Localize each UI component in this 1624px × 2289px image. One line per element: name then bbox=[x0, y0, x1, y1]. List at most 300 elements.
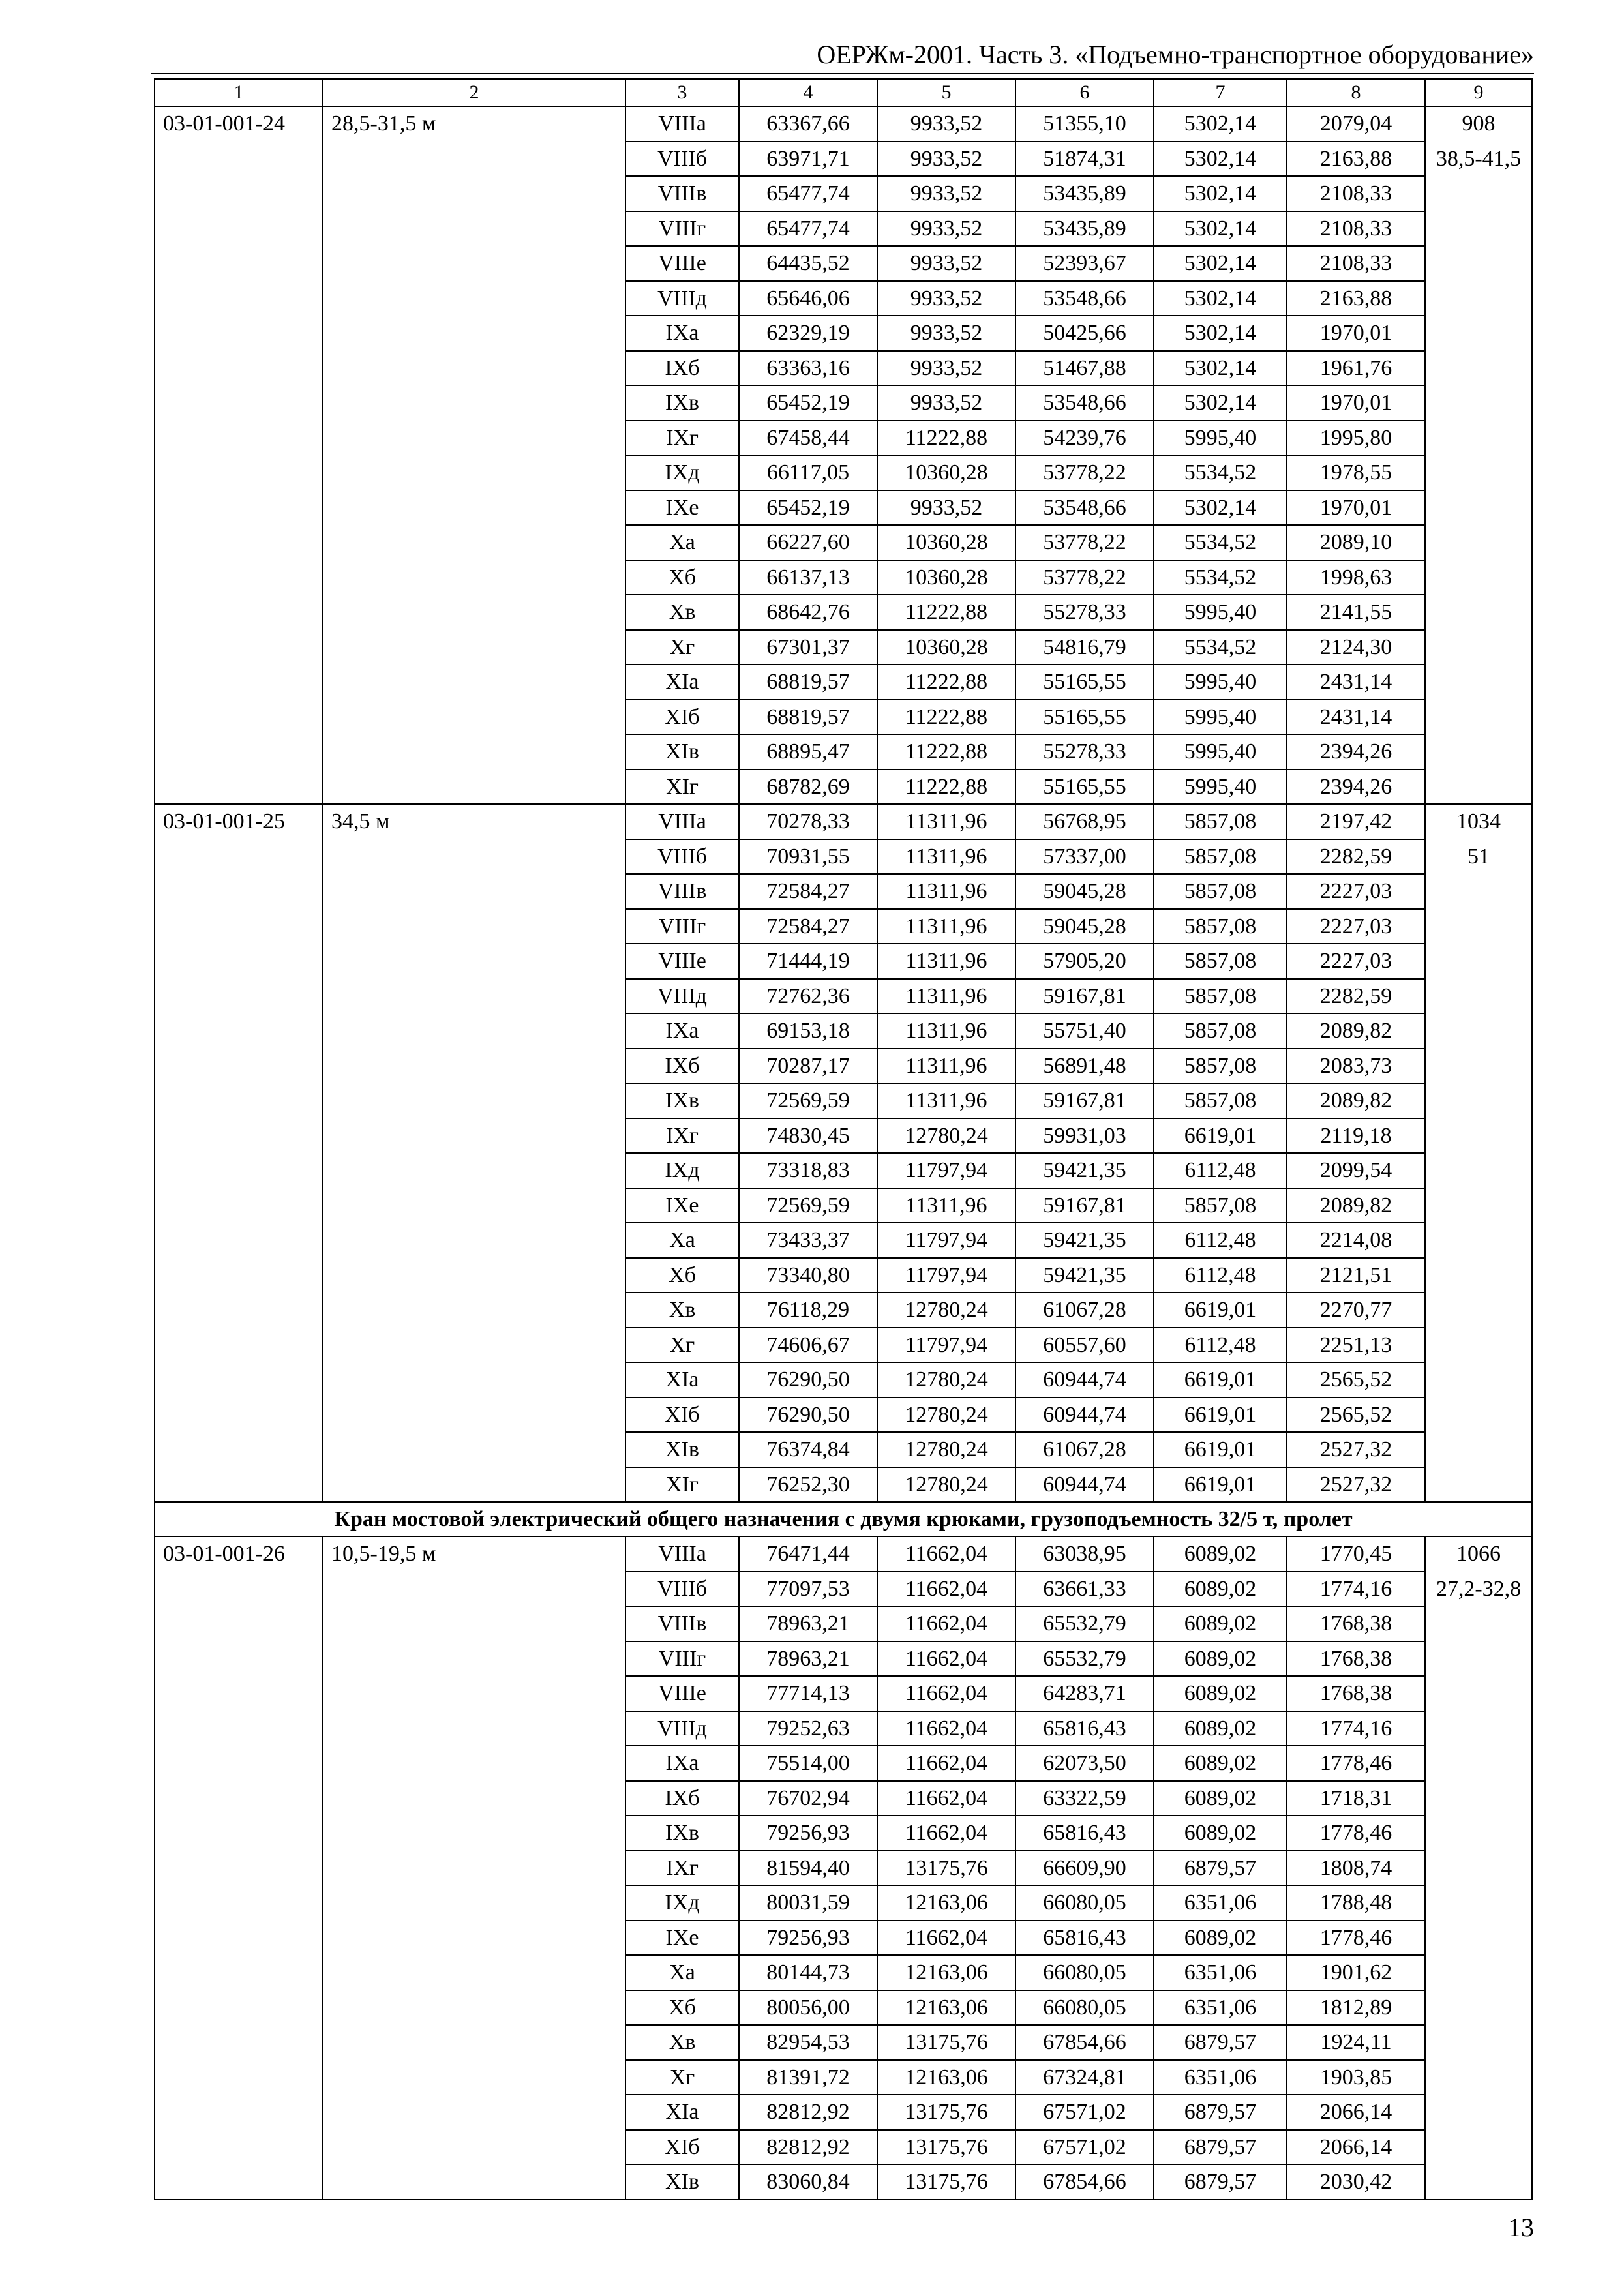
table-row bbox=[155, 700, 1532, 735]
materials-cost: 1961,76 bbox=[1287, 351, 1425, 386]
empty-cell bbox=[323, 1362, 625, 1398]
column-number: 7 bbox=[1154, 79, 1287, 106]
empty-cell bbox=[1425, 1781, 1532, 1816]
total-cost: 65477,74 bbox=[739, 176, 877, 211]
labor-cost: 11311,96 bbox=[877, 909, 1015, 944]
empty-cell bbox=[155, 2130, 323, 2165]
table-row bbox=[155, 1746, 1532, 1781]
operator-wage: 5302,14 bbox=[1154, 246, 1287, 281]
table-row bbox=[155, 211, 1532, 247]
materials-cost: 1768,38 bbox=[1287, 1676, 1425, 1711]
labor-cost: 11311,96 bbox=[877, 979, 1015, 1014]
machine-cost: 63038,95 bbox=[1015, 1536, 1154, 1572]
region-code: IXа bbox=[625, 1013, 739, 1049]
region-code: Xг bbox=[625, 630, 739, 665]
labor-cost: 10360,28 bbox=[877, 525, 1015, 560]
empty-cell bbox=[1425, 1049, 1532, 1084]
section-title-row bbox=[155, 1502, 1532, 1536]
materials-cost: 2227,03 bbox=[1287, 909, 1425, 944]
machine-cost: 59167,81 bbox=[1015, 979, 1154, 1014]
total-cost: 77097,53 bbox=[739, 1572, 877, 1607]
machine-cost: 63322,59 bbox=[1015, 1781, 1154, 1816]
region-code: XIб bbox=[625, 1398, 739, 1433]
operator-wage: 6112,48 bbox=[1154, 1258, 1287, 1293]
total-cost: 63971,71 bbox=[739, 142, 877, 177]
total-cost: 68819,57 bbox=[739, 700, 877, 735]
operator-wage: 5302,14 bbox=[1154, 316, 1287, 351]
materials-cost: 2083,73 bbox=[1287, 1049, 1425, 1084]
empty-cell bbox=[323, 1153, 625, 1188]
materials-cost: 2089,82 bbox=[1287, 1083, 1425, 1118]
region-code: IXб bbox=[625, 351, 739, 386]
empty-cell bbox=[155, 665, 323, 700]
empty-cell bbox=[323, 1711, 625, 1746]
empty-cell bbox=[155, 176, 323, 211]
empty-cell bbox=[155, 2060, 323, 2095]
empty-cell bbox=[1425, 2095, 1532, 2130]
operator-wage: 5534,52 bbox=[1154, 630, 1287, 665]
empty-cell bbox=[1425, 1467, 1532, 1503]
materials-cost: 1812,89 bbox=[1287, 1990, 1425, 2026]
total-cost: 73318,83 bbox=[739, 1153, 877, 1188]
region-code: XIа bbox=[625, 1362, 739, 1398]
region-code: IXе bbox=[625, 1921, 739, 1956]
labor-cost: 9933,52 bbox=[877, 176, 1015, 211]
empty-cell bbox=[1425, 700, 1532, 735]
machine-cost: 53778,22 bbox=[1015, 525, 1154, 560]
operator-wage: 5857,08 bbox=[1154, 1188, 1287, 1223]
region-code: VIIIе bbox=[625, 944, 739, 979]
empty-cell bbox=[323, 665, 625, 700]
materials-cost: 2066,14 bbox=[1287, 2095, 1425, 2130]
labor-cost: 13175,76 bbox=[877, 2130, 1015, 2165]
column-number: 9 bbox=[1425, 79, 1532, 106]
empty-cell bbox=[323, 874, 625, 909]
labor-cost: 11662,04 bbox=[877, 1606, 1015, 1641]
empty-cell bbox=[323, 142, 625, 177]
empty-cell bbox=[1425, 1258, 1532, 1293]
empty-cell bbox=[323, 1049, 625, 1084]
materials-cost: 1770,45 bbox=[1287, 1536, 1425, 1572]
empty-cell bbox=[155, 1049, 323, 1084]
empty-cell bbox=[323, 1746, 625, 1781]
table-row bbox=[155, 2025, 1532, 2060]
operator-wage: 5995,40 bbox=[1154, 734, 1287, 770]
machine-cost: 60944,74 bbox=[1015, 1398, 1154, 1433]
labor-cost: 12163,06 bbox=[877, 1990, 1015, 2026]
region-code: IXг bbox=[625, 1118, 739, 1154]
total-cost: 76290,50 bbox=[739, 1398, 877, 1433]
operator-wage: 6619,01 bbox=[1154, 1467, 1287, 1503]
empty-cell bbox=[323, 1606, 625, 1641]
total-cost: 77714,13 bbox=[739, 1676, 877, 1711]
empty-cell bbox=[323, 979, 625, 1014]
labor-cost: 9933,52 bbox=[877, 281, 1015, 316]
total-cost: 69153,18 bbox=[739, 1013, 877, 1049]
region-code: XIб bbox=[625, 2130, 739, 2165]
empty-cell bbox=[323, 1641, 625, 1677]
empty-cell bbox=[1425, 1013, 1532, 1049]
empty-cell bbox=[155, 630, 323, 665]
total-cost: 82954,53 bbox=[739, 2025, 877, 2060]
total-cost: 72762,36 bbox=[739, 979, 877, 1014]
empty-cell bbox=[155, 595, 323, 630]
labor-cost: 11311,96 bbox=[877, 839, 1015, 875]
empty-cell bbox=[155, 1990, 323, 2026]
empty-cell bbox=[1425, 595, 1532, 630]
region-code: VIIIд bbox=[625, 979, 739, 1014]
machine-cost: 59421,35 bbox=[1015, 1258, 1154, 1293]
empty-cell bbox=[323, 1990, 625, 2026]
labor-cost: 9933,52 bbox=[877, 316, 1015, 351]
materials-cost: 2066,14 bbox=[1287, 2130, 1425, 2165]
table-row bbox=[155, 1467, 1532, 1503]
total-cost: 74830,45 bbox=[739, 1118, 877, 1154]
machine-cost: 59167,81 bbox=[1015, 1083, 1154, 1118]
operator-wage: 6351,06 bbox=[1154, 2060, 1287, 2095]
region-code: Xб bbox=[625, 1258, 739, 1293]
total-cost: 78963,21 bbox=[739, 1641, 877, 1677]
machine-cost: 65816,43 bbox=[1015, 1921, 1154, 1956]
empty-cell bbox=[323, 909, 625, 944]
operator-wage: 5857,08 bbox=[1154, 1083, 1287, 1118]
empty-cell bbox=[155, 490, 323, 526]
labor-cost: 11311,96 bbox=[877, 874, 1015, 909]
total-cost: 68782,69 bbox=[739, 770, 877, 805]
region-code: XIг bbox=[625, 1467, 739, 1503]
region-code: XIв bbox=[625, 2164, 739, 2200]
labor-cost: 11662,04 bbox=[877, 1711, 1015, 1746]
operator-wage: 6619,01 bbox=[1154, 1398, 1287, 1433]
labor-cost: 12163,06 bbox=[877, 2060, 1015, 2095]
operator-wage: 5302,14 bbox=[1154, 176, 1287, 211]
empty-cell bbox=[155, 1746, 323, 1781]
empty-cell bbox=[1425, 176, 1532, 211]
empty-cell bbox=[1425, 525, 1532, 560]
materials-cost: 2108,33 bbox=[1287, 211, 1425, 247]
empty-cell bbox=[323, 1398, 625, 1433]
materials-cost: 2163,88 bbox=[1287, 142, 1425, 177]
empty-cell bbox=[155, 525, 323, 560]
materials-cost: 2270,77 bbox=[1287, 1293, 1425, 1328]
region-code: IXг bbox=[625, 421, 739, 456]
empty-cell bbox=[323, 595, 625, 630]
table-row bbox=[155, 1223, 1532, 1258]
empty-cell bbox=[323, 2060, 625, 2095]
table-row bbox=[155, 142, 1532, 177]
empty-cell bbox=[155, 1153, 323, 1188]
empty-cell bbox=[155, 700, 323, 735]
machine-cost: 66080,05 bbox=[1015, 1990, 1154, 2026]
materials-cost: 1970,01 bbox=[1287, 385, 1425, 421]
labor-hours: 1066 bbox=[1425, 1536, 1532, 1572]
operator-wage: 5302,14 bbox=[1154, 142, 1287, 177]
empty-cell bbox=[1425, 1398, 1532, 1433]
materials-cost: 1903,85 bbox=[1287, 2060, 1425, 2095]
table-row bbox=[155, 2130, 1532, 2165]
span-length: 34,5 м bbox=[323, 804, 625, 839]
materials-cost: 1768,38 bbox=[1287, 1641, 1425, 1677]
empty-cell bbox=[1425, 979, 1532, 1014]
empty-cell bbox=[155, 316, 323, 351]
total-cost: 83060,84 bbox=[739, 2164, 877, 2200]
region-code: IXв bbox=[625, 385, 739, 421]
labor-cost: 10360,28 bbox=[877, 630, 1015, 665]
region-code: IXд bbox=[625, 455, 739, 490]
empty-cell bbox=[1425, 1990, 1532, 2026]
empty-cell bbox=[323, 734, 625, 770]
table-row bbox=[155, 1328, 1532, 1363]
empty-cell bbox=[1425, 1606, 1532, 1641]
total-cost: 79256,93 bbox=[739, 1921, 877, 1956]
materials-cost: 2282,59 bbox=[1287, 979, 1425, 1014]
empty-cell bbox=[155, 2164, 323, 2200]
materials-cost: 1774,16 bbox=[1287, 1711, 1425, 1746]
table-row bbox=[155, 979, 1532, 1014]
total-cost: 63367,66 bbox=[739, 106, 877, 142]
region-code: Xа bbox=[625, 525, 739, 560]
operator-wage: 6112,48 bbox=[1154, 1223, 1287, 1258]
empty-cell bbox=[155, 1013, 323, 1049]
machine-cost: 54816,79 bbox=[1015, 630, 1154, 665]
region-code: Xв bbox=[625, 1293, 739, 1328]
materials-cost: 2197,42 bbox=[1287, 804, 1425, 839]
region-code: VIIIв bbox=[625, 874, 739, 909]
table-row bbox=[155, 1293, 1532, 1328]
empty-cell bbox=[155, 1781, 323, 1816]
region-code: Xа bbox=[625, 1223, 739, 1258]
region-code: VIIIа bbox=[625, 804, 739, 839]
table-row bbox=[155, 1885, 1532, 1921]
machine-cost: 55165,55 bbox=[1015, 665, 1154, 700]
total-cost: 70278,33 bbox=[739, 804, 877, 839]
empty-cell bbox=[323, 1013, 625, 1049]
materials-cost: 2394,26 bbox=[1287, 770, 1425, 805]
table-row bbox=[155, 804, 1532, 839]
region-code: VIIIг bbox=[625, 909, 739, 944]
total-cost: 66117,05 bbox=[739, 455, 877, 490]
machine-cost: 53548,66 bbox=[1015, 385, 1154, 421]
labor-cost: 11662,04 bbox=[877, 1781, 1015, 1816]
empty-cell bbox=[155, 1362, 323, 1398]
empty-cell bbox=[1425, 1711, 1532, 1746]
region-code: VIIIд bbox=[625, 1711, 739, 1746]
region-code: IXб bbox=[625, 1049, 739, 1084]
table-row bbox=[155, 2095, 1532, 2130]
machine-cost: 61067,28 bbox=[1015, 1432, 1154, 1467]
region-code: XIа bbox=[625, 2095, 739, 2130]
labor-cost: 12780,24 bbox=[877, 1118, 1015, 1154]
table-row bbox=[155, 630, 1532, 665]
region-code: XIб bbox=[625, 700, 739, 735]
empty-cell bbox=[155, 1851, 323, 1886]
materials-cost: 1995,80 bbox=[1287, 421, 1425, 456]
table-row bbox=[155, 734, 1532, 770]
empty-cell bbox=[155, 1467, 323, 1503]
table-row bbox=[155, 560, 1532, 595]
table-row bbox=[155, 874, 1532, 909]
materials-cost: 2227,03 bbox=[1287, 944, 1425, 979]
empty-cell bbox=[1425, 1293, 1532, 1328]
empty-cell bbox=[155, 1711, 323, 1746]
total-cost: 70287,17 bbox=[739, 1049, 877, 1084]
column-number-row bbox=[155, 79, 1532, 106]
empty-cell bbox=[323, 1188, 625, 1223]
table-row bbox=[155, 1536, 1532, 1572]
region-code: IXа bbox=[625, 316, 739, 351]
table-body bbox=[155, 79, 1532, 2200]
empty-cell bbox=[1425, 1223, 1532, 1258]
materials-cost: 2163,88 bbox=[1287, 281, 1425, 316]
machine-cost: 51874,31 bbox=[1015, 142, 1154, 177]
empty-cell bbox=[1425, 1083, 1532, 1118]
region-code: IXб bbox=[625, 1781, 739, 1816]
materials-cost: 2079,04 bbox=[1287, 106, 1425, 142]
materials-cost: 1778,46 bbox=[1287, 1816, 1425, 1851]
materials-cost: 1978,55 bbox=[1287, 455, 1425, 490]
machine-cost: 63661,33 bbox=[1015, 1572, 1154, 1607]
region-code: VIIIб bbox=[625, 142, 739, 177]
rates-table bbox=[154, 78, 1533, 2200]
operator-wage: 6619,01 bbox=[1154, 1362, 1287, 1398]
empty-cell bbox=[155, 560, 323, 595]
materials-cost: 2431,14 bbox=[1287, 665, 1425, 700]
empty-cell bbox=[1425, 2025, 1532, 2060]
table-row bbox=[155, 944, 1532, 979]
table-row bbox=[155, 665, 1532, 700]
operator-wage: 6112,48 bbox=[1154, 1153, 1287, 1188]
table-row bbox=[155, 1816, 1532, 1851]
materials-cost: 2030,42 bbox=[1287, 2164, 1425, 2200]
labor-cost: 9933,52 bbox=[877, 490, 1015, 526]
total-cost: 66227,60 bbox=[739, 525, 877, 560]
empty-cell bbox=[1425, 734, 1532, 770]
materials-cost: 2121,51 bbox=[1287, 1258, 1425, 1293]
table-row bbox=[155, 525, 1532, 560]
table-row bbox=[155, 176, 1532, 211]
operator-wage: 5995,40 bbox=[1154, 595, 1287, 630]
empty-cell bbox=[155, 246, 323, 281]
labor-cost: 11797,94 bbox=[877, 1258, 1015, 1293]
region-code: VIIIг bbox=[625, 1641, 739, 1677]
total-cost: 80056,00 bbox=[739, 1990, 877, 2026]
empty-cell bbox=[323, 770, 625, 805]
empty-cell bbox=[155, 2095, 323, 2130]
total-cost: 73433,37 bbox=[739, 1223, 877, 1258]
empty-cell bbox=[155, 1293, 323, 1328]
empty-cell bbox=[155, 1676, 323, 1711]
region-code: VIIIд bbox=[625, 281, 739, 316]
region-code: Xб bbox=[625, 560, 739, 595]
labor-hours: 908 bbox=[1425, 106, 1532, 142]
labor-cost: 11662,04 bbox=[877, 1572, 1015, 1607]
region-code: VIIIг bbox=[625, 211, 739, 247]
empty-cell bbox=[155, 734, 323, 770]
empty-cell bbox=[323, 421, 625, 456]
materials-cost: 2119,18 bbox=[1287, 1118, 1425, 1154]
operator-wage: 5302,14 bbox=[1154, 281, 1287, 316]
materials-cost: 2431,14 bbox=[1287, 700, 1425, 735]
empty-cell bbox=[1425, 909, 1532, 944]
total-cost: 80031,59 bbox=[739, 1885, 877, 1921]
materials-cost: 2124,30 bbox=[1287, 630, 1425, 665]
operator-wage: 5857,08 bbox=[1154, 874, 1287, 909]
machine-cost: 51467,88 bbox=[1015, 351, 1154, 386]
machine-cost: 59167,81 bbox=[1015, 1188, 1154, 1223]
empty-cell bbox=[155, 1816, 323, 1851]
operator-wage: 6089,02 bbox=[1154, 1676, 1287, 1711]
labor-cost: 12163,06 bbox=[877, 1885, 1015, 1921]
labor-cost: 11311,96 bbox=[877, 1049, 1015, 1084]
operator-wage: 5857,08 bbox=[1154, 839, 1287, 875]
machine-cost: 55751,40 bbox=[1015, 1013, 1154, 1049]
machine-cost: 59045,28 bbox=[1015, 909, 1154, 944]
labor-cost: 11797,94 bbox=[877, 1153, 1015, 1188]
empty-cell bbox=[323, 1955, 625, 1990]
empty-cell bbox=[155, 1955, 323, 1990]
empty-cell bbox=[155, 1328, 323, 1363]
total-cost: 72584,27 bbox=[739, 909, 877, 944]
machine-cost: 59045,28 bbox=[1015, 874, 1154, 909]
rate-code: 03-01-001-24 bbox=[155, 106, 323, 142]
materials-cost: 1901,62 bbox=[1287, 1955, 1425, 1990]
empty-cell bbox=[1425, 874, 1532, 909]
labor-cost: 11662,04 bbox=[877, 1816, 1015, 1851]
empty-cell bbox=[1425, 944, 1532, 979]
operator-wage: 6089,02 bbox=[1154, 1572, 1287, 1607]
machine-hours: 27,2-32,8 bbox=[1425, 1572, 1532, 1607]
materials-cost: 2227,03 bbox=[1287, 874, 1425, 909]
table-row bbox=[155, 281, 1532, 316]
machine-cost: 57337,00 bbox=[1015, 839, 1154, 875]
total-cost: 76702,94 bbox=[739, 1781, 877, 1816]
empty-cell bbox=[1425, 770, 1532, 805]
region-code: Xв bbox=[625, 2025, 739, 2060]
empty-cell bbox=[155, 2025, 323, 2060]
rate-code: 03-01-001-25 bbox=[155, 804, 323, 839]
labor-cost: 12780,24 bbox=[877, 1398, 1015, 1433]
machine-hours: 51 bbox=[1425, 839, 1532, 875]
empty-cell bbox=[323, 211, 625, 247]
machine-cost: 51355,10 bbox=[1015, 106, 1154, 142]
rate-code: 03-01-001-26 bbox=[155, 1536, 323, 1572]
empty-cell bbox=[323, 1223, 625, 1258]
region-code: IXг bbox=[625, 1851, 739, 1886]
machine-cost: 67571,02 bbox=[1015, 2095, 1154, 2130]
empty-cell bbox=[155, 1118, 323, 1154]
table-row bbox=[155, 246, 1532, 281]
empty-cell bbox=[323, 1293, 625, 1328]
materials-cost: 2108,33 bbox=[1287, 246, 1425, 281]
total-cost: 72569,59 bbox=[739, 1083, 877, 1118]
total-cost: 67301,37 bbox=[739, 630, 877, 665]
empty-cell bbox=[155, 211, 323, 247]
empty-cell bbox=[155, 1432, 323, 1467]
operator-wage: 6089,02 bbox=[1154, 1746, 1287, 1781]
machine-cost: 55165,55 bbox=[1015, 700, 1154, 735]
table-row bbox=[155, 770, 1532, 805]
column-number: 5 bbox=[877, 79, 1015, 106]
machine-cost: 60944,74 bbox=[1015, 1362, 1154, 1398]
region-code: Xа bbox=[625, 1955, 739, 1990]
empty-cell bbox=[1425, 246, 1532, 281]
empty-cell bbox=[1425, 1746, 1532, 1781]
operator-wage: 6089,02 bbox=[1154, 1536, 1287, 1572]
labor-cost: 11797,94 bbox=[877, 1328, 1015, 1363]
column-number: 6 bbox=[1015, 79, 1154, 106]
empty-cell bbox=[155, 281, 323, 316]
operator-wage: 6879,57 bbox=[1154, 2130, 1287, 2165]
